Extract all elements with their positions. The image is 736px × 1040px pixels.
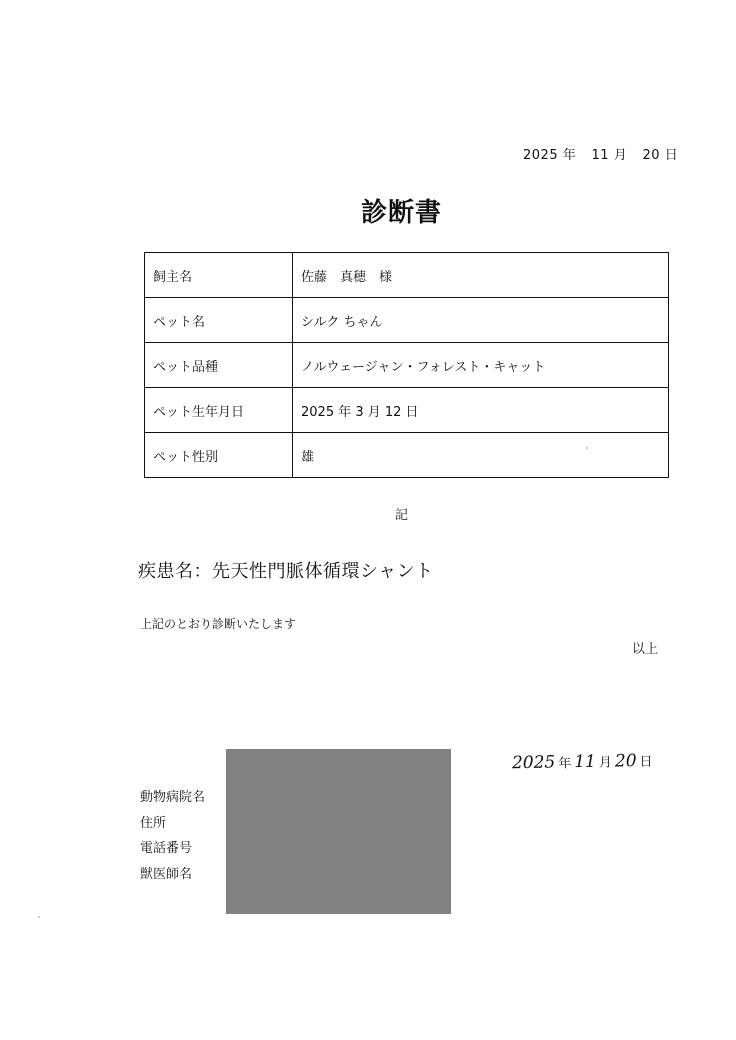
sex-value: 雄 bbox=[293, 433, 669, 478]
diagnosis-line: 疾患名：先天性門脈体循環シャント bbox=[138, 561, 434, 582]
birthdate-value: 2025 年 3 月 12 日 bbox=[293, 388, 669, 433]
hw-day: 20 bbox=[614, 751, 637, 772]
issue-date-month-unit: 月 bbox=[613, 148, 628, 163]
signature-fields bbox=[140, 785, 205, 887]
diagnosis-statement: 上記のとおり診断いたします bbox=[140, 617, 297, 631]
issue-date-day-unit: 日 bbox=[664, 148, 679, 163]
issue-date-day: 20 bbox=[642, 148, 661, 163]
issue-date-year-unit: 年 bbox=[562, 148, 577, 163]
ki-marker: 記 bbox=[394, 508, 408, 523]
table-row-sex bbox=[145, 433, 669, 478]
pet-info-table bbox=[144, 252, 669, 478]
address-label: 住所 bbox=[140, 815, 167, 831]
handwritten-date bbox=[512, 751, 656, 774]
breed-label: ペット品種 bbox=[145, 343, 293, 388]
scan-speck bbox=[586, 447, 588, 449]
clinic-name-label: 動物病院名 bbox=[140, 790, 206, 805]
table-row-pet-name bbox=[145, 298, 669, 343]
breed-value: ノルウェージャン・フォレスト・キャット bbox=[293, 343, 669, 388]
hw-month-unit: 月 bbox=[598, 755, 613, 771]
hw-month: 11 bbox=[574, 751, 597, 773]
issue-date-year: 2025 bbox=[523, 148, 559, 163]
issue-date-month: 11 bbox=[591, 148, 610, 163]
veterinarian-label: 獣医師名 bbox=[140, 866, 193, 882]
table-row-birthdate bbox=[145, 388, 669, 433]
hw-year-unit: 年 bbox=[558, 756, 572, 772]
table-row-owner bbox=[145, 253, 669, 298]
owner-value: 佐藤 真穂 様 bbox=[293, 253, 669, 298]
document-title: 診断書 bbox=[360, 198, 442, 228]
hw-day-unit: 日 bbox=[639, 754, 653, 771]
phone-label: 電話番号 bbox=[140, 841, 193, 856]
birthdate-label: ペット生年月日 bbox=[145, 388, 293, 433]
owner-label: 飼主名 bbox=[145, 253, 293, 298]
sex-label: ペット性別 bbox=[145, 433, 293, 478]
closing-text: 以上 bbox=[632, 642, 659, 657]
hw-year: 2025 bbox=[511, 752, 556, 774]
pet-name-label: ペット名 bbox=[145, 298, 293, 343]
scan-speck bbox=[38, 916, 40, 918]
table-row-breed bbox=[145, 343, 669, 388]
issue-date bbox=[523, 144, 678, 163]
pet-name-value: シルク ちゃん bbox=[293, 298, 669, 343]
redaction-box bbox=[226, 749, 451, 914]
